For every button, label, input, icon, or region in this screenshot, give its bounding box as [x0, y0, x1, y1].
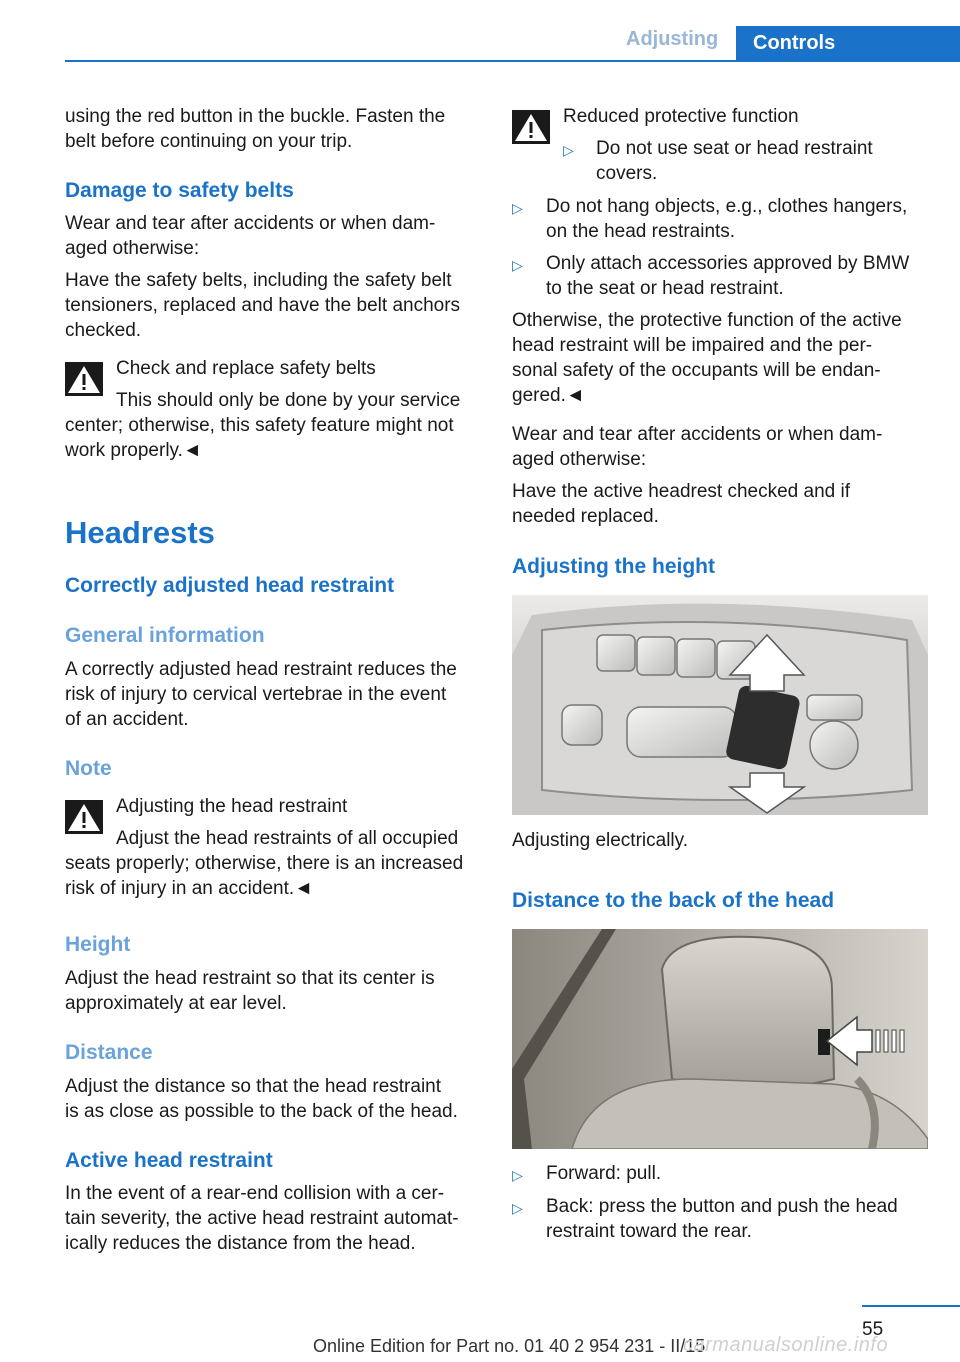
watermark: carmanualsonline.info: [683, 1334, 889, 1356]
warn1-line-2: center; otherwise, this safety feature might not: [65, 415, 454, 436]
back-bullet-line-2: restraint toward the rear.: [546, 1221, 752, 1242]
warn1-line-3: work properly.◄: [65, 440, 202, 461]
bullet3-line-2: to the seat or head restraint.: [546, 278, 784, 299]
damage-heading: Damage to safety belts: [65, 179, 294, 202]
height-heading: Height: [65, 933, 131, 956]
warn1-title: Check and replace safety belts: [116, 358, 376, 379]
headrests-heading: Headrests: [65, 515, 215, 550]
bullet-triangle-icon: ▷: [563, 142, 574, 158]
damage-p1-line-1: Wear and tear after accidents or when dam‐: [65, 213, 436, 234]
bullet2-line-2: on the head restraints.: [546, 221, 736, 242]
bullet-triangle-icon: ▷: [512, 1200, 523, 1216]
bullet-triangle-icon: ▷: [512, 200, 523, 216]
distance-heading: Distance: [65, 1041, 153, 1064]
warning-triangle-icon: [512, 110, 550, 144]
general-heading: General information: [65, 624, 265, 647]
header-section-label: Adjusting: [626, 28, 719, 50]
damage-p2-line-3: checked.: [65, 320, 142, 341]
seat-controls-photo: [512, 595, 928, 815]
warn2-line-3: risk of injury in an accident.◄: [65, 878, 313, 899]
otherwise-line-1: Otherwise, the protective function of the active: [512, 310, 902, 331]
page-number: 55: [862, 1319, 884, 1340]
warn3-bullet-line-2: covers.: [596, 163, 658, 184]
forward-bullet: Forward: pull.: [546, 1163, 662, 1184]
header-chapter-tab: Controls: [736, 26, 960, 60]
warn2-line-1: Adjust the head restraints of all occupied: [116, 828, 459, 849]
height-line-1: Adjust the head restraint so that its center is: [65, 968, 435, 989]
warning-triangle-icon: [65, 362, 103, 396]
distance-back-heading: Distance to the back of the head: [512, 889, 835, 912]
bullet3-line-1: Only attach accessories approved by BMW: [546, 253, 910, 274]
footer-rule: [862, 1305, 960, 1307]
warn2-title: Adjusting the head restraint: [116, 796, 348, 817]
wear-p2-line-1: Have the active headrest checked and if: [512, 481, 850, 502]
adjust-caption: Adjusting electrically.: [512, 830, 689, 851]
wear-p1-line-1: Wear and tear after accidents or when dam‐: [512, 424, 883, 445]
intro-line-1: using the red button in the buckle. Fasten the: [65, 106, 446, 127]
intro-line-2: belt before continuing on your trip.: [65, 131, 353, 152]
bullet-triangle-icon: ▷: [512, 1167, 523, 1183]
active-line-2: tain severity, the active head restraint automat‐: [65, 1208, 459, 1229]
correct-heading: Correctly adjusted head restraint: [65, 574, 395, 597]
general-line-1: A correctly adjusted head restraint reduces the: [65, 659, 457, 680]
warn1-line-1: This should only be done by your service: [116, 390, 461, 411]
damage-p2-line-2: tensioners, replaced and have the belt anchors: [65, 295, 461, 316]
otherwise-line-2: head restraint will be impaired and the per‐: [512, 335, 873, 356]
height-line-2: approximately at ear level.: [65, 993, 287, 1014]
warn2-line-2: seats properly; otherwise, there is an increased: [65, 853, 464, 874]
edition-line: Online Edition for Part no. 01 40 2 954 231 - II/15: [313, 1336, 706, 1356]
general-line-2: risk of injury to cervical vertebrae in the event: [65, 684, 447, 705]
damage-p1-line-2: aged otherwise:: [65, 238, 200, 259]
otherwise-line-3: sonal safety of the occupants will be endan‐: [512, 360, 881, 381]
active-heading: Active head restraint: [65, 1149, 273, 1172]
warn3-bullet-line-1: Do not use seat or head restraint: [596, 138, 873, 159]
note-heading: Note: [65, 757, 112, 780]
distance-line-1: Adjust the distance so that the head restraint: [65, 1076, 442, 1097]
general-line-3: of an accident.: [65, 709, 189, 730]
back-bullet-line-1: Back: press the button and push the head: [546, 1196, 898, 1217]
damage-p2-line-1: Have the safety belts, including the safety belt: [65, 270, 452, 291]
distance-line-2: is as close as possible to the back of the head.: [65, 1101, 458, 1122]
wear-p1-line-2: aged otherwise:: [512, 449, 647, 470]
otherwise-line-4: gered.◄: [512, 385, 585, 406]
header-rule: [65, 60, 960, 62]
warning-triangle-icon: [65, 800, 103, 834]
headrest-photo: [512, 929, 928, 1149]
active-line-1: In the event of a rear-end collision with a cer‐: [65, 1183, 445, 1204]
bullet2-line-1: Do not hang objects, e.g., clothes hangers,: [546, 196, 908, 217]
adjust-height-heading: Adjusting the height: [512, 555, 715, 578]
wear-p2-line-2: needed replaced.: [512, 506, 659, 527]
active-line-3: ically reduces the distance from the head.: [65, 1233, 416, 1254]
warn3-title: Reduced protective function: [563, 106, 799, 127]
bullet-triangle-icon: ▷: [512, 257, 523, 273]
